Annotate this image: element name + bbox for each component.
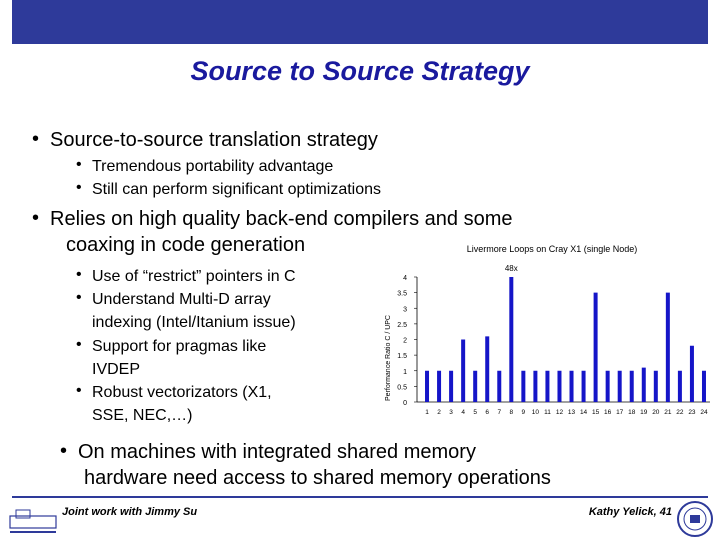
chart-bar (690, 346, 694, 402)
footer-credit: Joint work with Jimmy Su (62, 506, 198, 518)
chart-bar (642, 368, 646, 402)
chart-x-tick-label: 17 (616, 409, 624, 416)
livermore-loops-chart (380, 240, 710, 430)
chart-bar (678, 371, 682, 402)
sub-bullet-pragmas-line1: Support for pragmas like (92, 338, 267, 355)
chart-x-tick-label: 10 (531, 409, 540, 416)
chart-x-tick-label: 4 (461, 409, 465, 416)
chart-y-tick-label: 3.5 (397, 290, 407, 298)
bullet-glyph: • (76, 336, 82, 353)
sub-bullet-vectorizators-line2: SSE, NEC,…) (92, 407, 193, 424)
bullet-shared-memory-line2: hardware need access to shared memory operations (84, 467, 551, 489)
sub-bullet-pragmas-line2: IVDEP (92, 361, 141, 378)
chart-y-tick-label: 1.5 (397, 353, 407, 361)
chart-bar (545, 371, 549, 402)
bullet-glyph: • (60, 440, 68, 462)
chart-bar (594, 293, 598, 402)
bullet-shared-memory-line1: On machines with integrated shared memory (78, 441, 476, 463)
chart-y-tick-label: 3 (403, 306, 407, 314)
chart-x-tick-label: 1 (425, 409, 429, 416)
chart-title: Livermore Loops on Cray X1 (single Node) (466, 244, 638, 254)
chart-bar (557, 371, 561, 402)
university-seal-icon (676, 500, 714, 538)
bullet-glyph: • (76, 156, 82, 173)
chart-x-tick-label: 9 (521, 409, 526, 416)
sub-bullet-portability: Tremendous portability advantage (92, 158, 334, 175)
chart-y-tick-label: 1 (403, 368, 407, 376)
chart-y-tick-label: 0 (403, 400, 407, 407)
chart-bar (521, 371, 525, 402)
footer-author-page: Kathy Yelick, 41 (588, 506, 672, 518)
bullet-glyph: • (76, 382, 82, 399)
chart-bar (437, 371, 441, 402)
chart-bar (570, 371, 574, 402)
chart-x-tick-label: 22 (676, 409, 684, 416)
chart-x-tick-label: 20 (652, 409, 660, 416)
chart-bar (461, 340, 465, 403)
chart-x-tick-label: 2 (437, 409, 441, 416)
chart-x-tick-label: 11 (544, 409, 551, 416)
chart-bar (449, 371, 453, 402)
chart-x-tick-label: 16 (604, 409, 612, 416)
chart-x-tick-label: 15 (591, 409, 600, 416)
sub-bullet-restrict: Use of “restrict” pointers in C (92, 268, 296, 285)
bullet-glyph: • (76, 266, 82, 283)
slide-title: Source to Source Strategy (190, 56, 530, 86)
chart-x-tick-label: 21 (664, 409, 672, 416)
sub-bullet-vectorizators-line1: Robust vectorizators (X1, (92, 384, 272, 401)
sub-bullet-optimizations: Still can perform significant optimizations (92, 181, 382, 198)
chart-x-tick-label: 24 (700, 409, 708, 416)
chart-x-tick-label: 8 (509, 409, 514, 416)
chart-x-tick-label: 5 (473, 409, 477, 416)
chart-bar (654, 371, 658, 402)
bullet-source-to-source: Source-to-source translation strategy (50, 129, 378, 151)
bullet-glyph: • (76, 289, 82, 306)
chart-y-tick-label: 4 (403, 275, 407, 282)
chart-x-tick-label: 3 (449, 409, 453, 416)
chart-x-tick-label: 7 (497, 409, 502, 416)
chart-bar (618, 371, 622, 402)
chart-bar (702, 371, 706, 402)
chart-x-tick-label: 18 (628, 409, 636, 416)
bullet-back-end-line2: coaxing in code generation (66, 234, 306, 256)
chart-x-tick-label: 14 (579, 409, 588, 416)
chart-bar (509, 277, 513, 402)
top-banner (12, 0, 708, 44)
chart-bar (485, 336, 489, 402)
sub-bullet-multid-line2: indexing (Intel/Itanium issue) (92, 314, 296, 331)
chart-x-tick-label: 23 (688, 409, 696, 416)
chart-bar (606, 371, 610, 402)
chart-x-tick-label: 6 (485, 409, 490, 416)
bullet-glyph: • (32, 207, 40, 229)
chart-bar (533, 371, 537, 402)
chart-y-tick-label: 2.5 (397, 321, 407, 329)
lab-logo-icon (6, 506, 60, 536)
bullet-glyph: • (32, 128, 40, 150)
chart-y-tick-label: 2 (403, 337, 407, 345)
chart-y-tick-label: 0.5 (397, 384, 407, 392)
chart-bar (473, 371, 477, 402)
chart-y-axis-label: Performance Ratio C / UPC (385, 315, 392, 401)
chart-bar (582, 371, 586, 402)
chart-bar (630, 371, 634, 402)
bullet-back-end-line1: Relies on high quality back-end compilers and some (50, 208, 513, 230)
sub-bullet-multid-line1: Understand Multi-D array (92, 291, 271, 308)
chart-bar (425, 371, 429, 402)
chart-bar (497, 371, 501, 402)
chart-x-tick-label: 12 (555, 409, 564, 416)
footer-divider (12, 496, 708, 498)
chart-bar (666, 293, 670, 402)
chart-data-label: 48x (504, 264, 518, 273)
chart-x-tick-label: 19 (640, 409, 648, 416)
bullet-glyph: • (76, 179, 82, 196)
chart-x-tick-label: 13 (567, 409, 576, 416)
